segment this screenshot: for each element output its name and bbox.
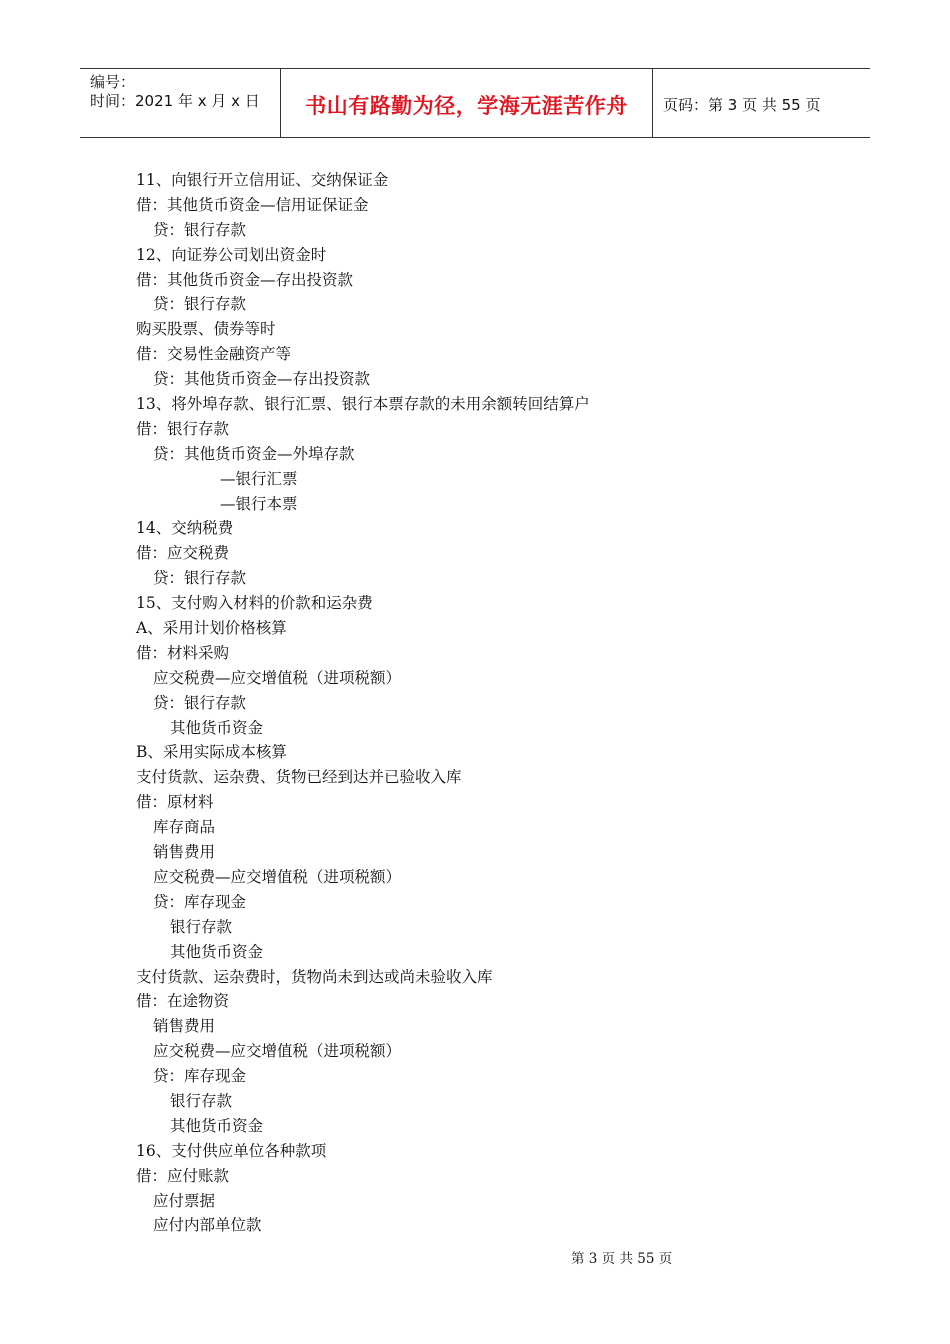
text-line: 借：银行存款 xyxy=(136,419,230,438)
text-line: 贷：银行存款 xyxy=(153,693,247,712)
text-line: 销售费用 xyxy=(153,843,216,862)
text-line: 贷：库存现金 xyxy=(153,1067,247,1086)
text-line: 支付货款、运杂费、货物已经到达并已验收入库 xyxy=(136,768,462,787)
text-line: 13、将外埠存款、银行汇票、银行本票存款的未用余额转回结算户 xyxy=(136,395,590,414)
text-line: 贷：银行存款 xyxy=(153,220,247,239)
text-line: 借：交易性金融资产等 xyxy=(136,345,292,364)
text-line: 贷：银行存款 xyxy=(153,295,247,314)
motto-text: 书山有路勤为径，学海无涯苦作舟 xyxy=(305,94,628,118)
header-page-info xyxy=(653,69,870,137)
footer-page-number: 第 3 页 共 55 页 xyxy=(571,1251,673,1267)
text-line: —银行本票 xyxy=(220,494,298,513)
text-line: 银行存款 xyxy=(170,917,233,936)
text-line: 12、向证券公司划出资金时 xyxy=(136,245,327,264)
text-line: —银行汇票 xyxy=(220,469,298,488)
text-line: 其他货币资金 xyxy=(170,942,264,961)
text-line: 应交税费—应交增值税（进项税额） xyxy=(153,867,402,886)
text-line: 贷：库存现金 xyxy=(153,892,247,911)
header-motto-cell xyxy=(281,69,653,137)
text-line: 购买股票、债券等时 xyxy=(136,320,276,339)
document-body xyxy=(136,168,836,1238)
text-line: 应交税费—应交增值税（进项税额） xyxy=(153,668,402,687)
text-line: 借：应付账款 xyxy=(136,1166,230,1185)
text-line: 销售费用 xyxy=(153,1017,216,1036)
page-header xyxy=(80,68,870,138)
text-line: 银行存款 xyxy=(170,1091,233,1110)
text-line: 贷：其他货币资金—外埠存款 xyxy=(153,444,355,463)
header-meta xyxy=(80,69,281,137)
time-label: 时间：2021 年 x 月 x 日 xyxy=(90,92,260,110)
text-line: 借：其他货币资金—存出投资款 xyxy=(136,270,354,289)
text-line: 16、支付供应单位各种款项 xyxy=(136,1141,327,1160)
text-line: 11、向银行开立信用证、交纳保证金 xyxy=(136,171,389,189)
text-line: 库存商品 xyxy=(153,818,216,837)
text-line: 借：在途物资 xyxy=(136,992,230,1011)
text-line: A、采用计划价格核算 xyxy=(136,619,287,638)
text-line: 应付票据 xyxy=(153,1191,216,1210)
text-line: 14、交纳税费 xyxy=(136,519,234,538)
page-info-text: 页码：第 3 页 共 55 页 xyxy=(663,95,821,114)
text-line: 支付货款、运杂费时，货物尚未到达或尚未验收入库 xyxy=(136,967,493,986)
text-line: B、采用实际成本核算 xyxy=(136,743,287,762)
text-line: 借：原材料 xyxy=(136,793,214,812)
text-line: 15、支付购入材料的价款和运杂费 xyxy=(136,594,373,613)
number-label: 编号： xyxy=(90,73,136,91)
text-line: 借：其他货币资金—信用证保证金 xyxy=(136,195,369,214)
text-line: 贷：其他货币资金—存出投资款 xyxy=(153,370,371,389)
text-line: 应付内部单位款 xyxy=(153,1216,262,1235)
text-line: 借：材料采购 xyxy=(136,643,230,662)
text-line: 借：应交税费 xyxy=(136,544,230,563)
text-line: 其他货币资金 xyxy=(170,718,264,737)
text-line: 其他货币资金 xyxy=(170,1116,264,1135)
text-line: 应交税费—应交增值税（进项税额） xyxy=(153,1042,402,1061)
text-line: 贷：银行存款 xyxy=(153,569,247,588)
